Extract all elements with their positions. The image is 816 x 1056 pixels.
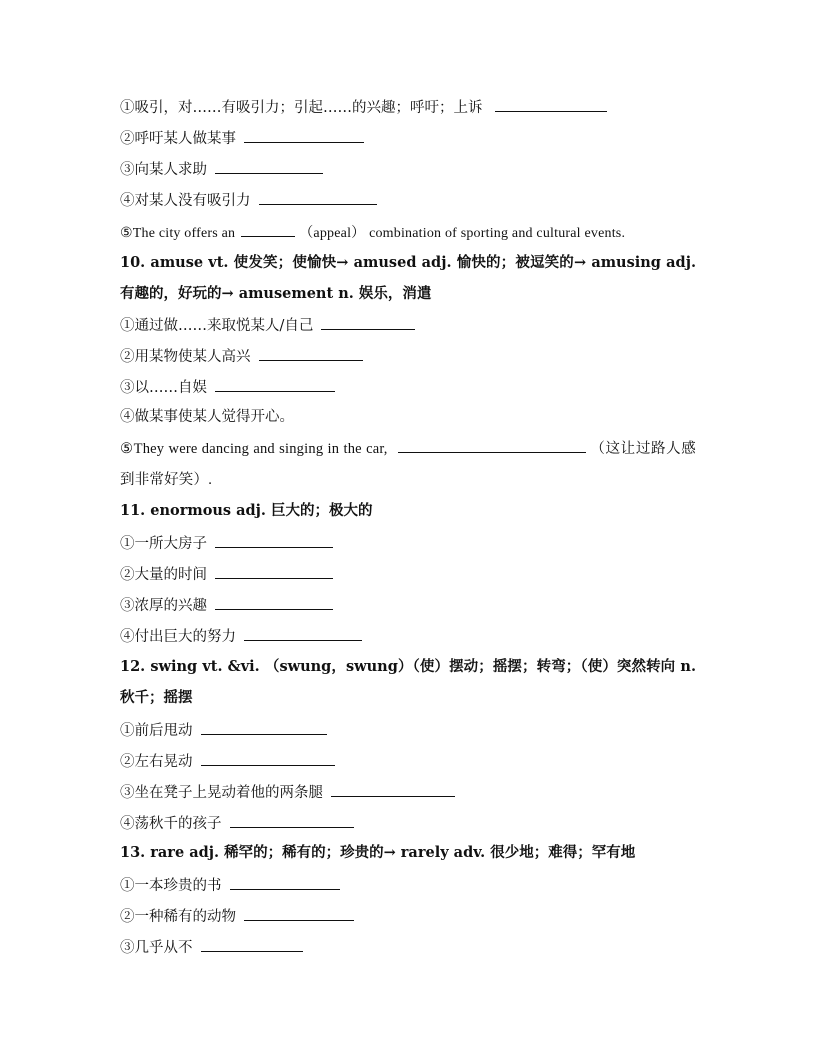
amuse-heading: 10. amuse vt. 使发笑；使愉快→ amused adj. 愉快的；被逗笑的→ amusing adj. 有趣的，好玩的→ amusement n. 娱乐，消遣 xyxy=(120,254,696,302)
item-text: ③向某人求助 xyxy=(120,162,207,178)
answer-blank[interactable] xyxy=(244,625,362,641)
answer-blank[interactable] xyxy=(215,532,333,548)
enormous-heading: 11. enormous adj. 巨大的；极大的 xyxy=(120,502,373,519)
answer-blank[interactable] xyxy=(201,936,303,952)
item-text: ③浓厚的兴趣 xyxy=(120,598,207,614)
item-text: ①前后甩动 xyxy=(120,723,193,739)
appeal-item-3 xyxy=(120,158,323,180)
appeal-item-4 xyxy=(120,189,377,211)
enormous-item-2 xyxy=(120,563,333,585)
item-text: ①一本珍贵的书 xyxy=(120,878,222,894)
answer-blank[interactable] xyxy=(398,437,586,453)
answer-blank[interactable] xyxy=(321,314,415,330)
item-text: ①吸引，对……有吸引力；引起……的兴趣；呼吁；上诉 xyxy=(120,100,483,116)
appeal-item-2 xyxy=(120,127,364,149)
sentence-end: （appeal） combination of sporting and cultural events. xyxy=(299,226,626,241)
item-text: ②一种稀有的动物 xyxy=(120,909,236,925)
answer-blank[interactable] xyxy=(230,812,354,828)
appeal-item-1 xyxy=(120,96,607,118)
answer-blank[interactable] xyxy=(241,221,295,237)
amuse-sentence xyxy=(120,434,696,496)
answer-blank[interactable] xyxy=(259,189,377,205)
item-text: ②左右晃动 xyxy=(120,754,193,770)
item-text: ③以……自娱 xyxy=(120,380,207,396)
rare-heading: 13. rare adj. 稀罕的；稀有的；珍贵的→ rarely adv. 很少地；难得；罕有地 xyxy=(120,844,636,861)
item-text: ②大量的时间 xyxy=(120,567,207,583)
answer-blank[interactable] xyxy=(201,719,327,735)
amuse-item-2 xyxy=(120,345,363,367)
item-text: ④对某人没有吸引力 xyxy=(120,193,251,209)
rare-item-1 xyxy=(120,874,340,896)
item-text: ②呼吁某人做某事 xyxy=(120,131,236,147)
answer-blank[interactable] xyxy=(215,158,323,174)
sentence-start: ⑤The city offers an xyxy=(120,226,236,241)
answer-blank[interactable] xyxy=(230,874,340,890)
sentence-start: ⑤They were dancing and singing in the car, xyxy=(120,441,388,457)
enormous-item-3 xyxy=(120,594,333,616)
rare-item-3 xyxy=(120,936,303,958)
enormous-item-1 xyxy=(120,532,333,554)
rare-item-2 xyxy=(120,905,354,927)
answer-blank[interactable] xyxy=(244,905,354,921)
enormous-item-4 xyxy=(120,625,362,647)
answer-blank[interactable] xyxy=(331,781,455,797)
swing-item-2 xyxy=(120,750,335,772)
item-text: ①通过做……来取悦某人/自己 xyxy=(120,318,314,334)
item-text: ②用某物使某人高兴 xyxy=(120,349,251,365)
swing-item-4 xyxy=(120,812,354,834)
answer-blank[interactable] xyxy=(244,127,364,143)
amuse-item-3 xyxy=(120,376,335,398)
item-text: ③几乎从不 xyxy=(120,940,193,956)
answer-blank[interactable] xyxy=(215,563,333,579)
amuse-item-4 xyxy=(120,407,294,427)
answer-blank[interactable] xyxy=(259,345,363,361)
item-text: ④付出巨大的努力 xyxy=(120,629,236,645)
answer-blank[interactable] xyxy=(495,96,607,112)
amuse-item-1 xyxy=(120,314,415,336)
sentence-end: （这让过路人感到非常好笑）. xyxy=(120,441,696,488)
swing-item-1 xyxy=(120,719,327,741)
appeal-sentence xyxy=(120,221,625,244)
swing-item-3 xyxy=(120,781,455,803)
swing-heading: 12. swing vt. &vi. （swung，swung）（使）摆动；摇摆；转弯；（使）突然转向 n.秋千；摇摆 xyxy=(120,658,696,706)
answer-blank[interactable] xyxy=(215,376,335,392)
item-text: ④荡秋千的孩子 xyxy=(120,816,222,832)
answer-blank[interactable] xyxy=(201,750,335,766)
item-text: ③坐在凳子上晃动着他的两条腿 xyxy=(120,785,323,801)
item-text: ①一所大房子 xyxy=(120,536,207,552)
answer-blank[interactable] xyxy=(215,594,333,610)
item-text: ④做某事使某人觉得开心。 xyxy=(120,409,294,425)
